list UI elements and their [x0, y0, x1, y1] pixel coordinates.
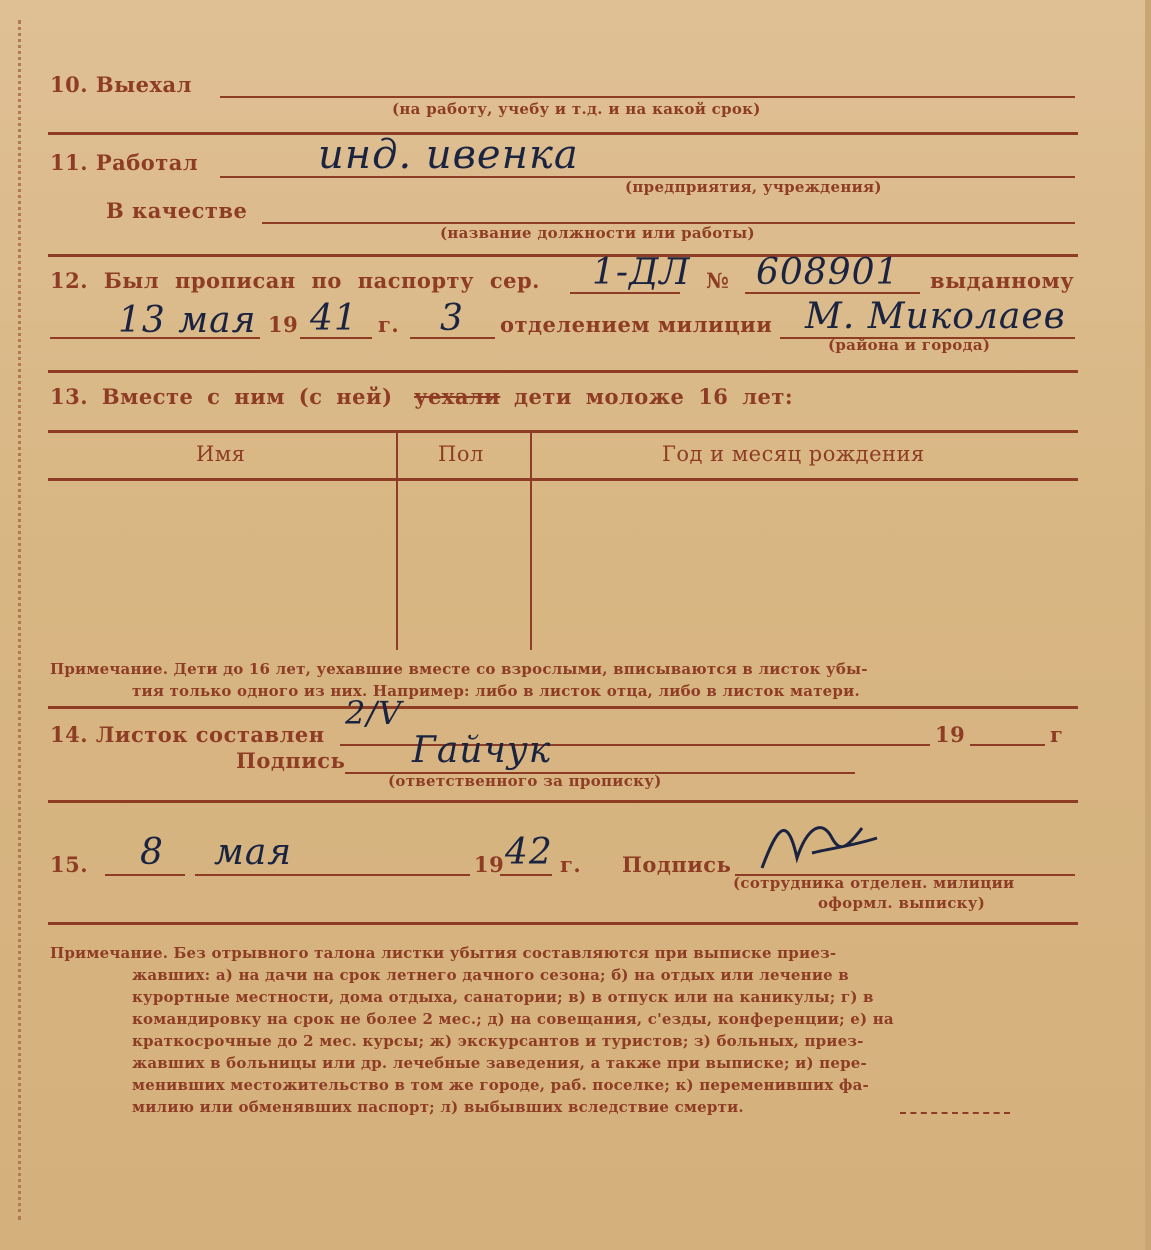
item14-signature: Гайчук: [412, 730, 552, 771]
item13-label-strike: уехали: [414, 384, 501, 409]
table-col-sex: Пол: [438, 442, 484, 466]
item14-g: г: [1050, 722, 1064, 747]
item10-line: [220, 96, 1075, 98]
item13-label-a: 13. Вместе с ним (с ней): [50, 384, 393, 409]
item11-hint-as: (название должности или работы): [440, 224, 755, 242]
item10-label: 10. Выехал: [50, 72, 192, 97]
item12-year: 41: [310, 298, 358, 339]
note2-line-4: командировку на срок не более 2 мес.; д) на совещания, с'езды, конференции; е) на: [132, 1010, 894, 1028]
item14-hint-sign: (ответственного за прописку): [388, 772, 662, 790]
item14-year-line: [970, 744, 1045, 746]
item12-year-line: [300, 337, 372, 339]
item12-label: 12. Был прописан по паспорту сер.: [50, 268, 540, 293]
item15-day-line: [105, 874, 185, 876]
note2-line-3: курортные местности, дома отдыха, санатории; в) в отпуск или на каникулы; г) в: [132, 988, 874, 1006]
item13-label-b: дети моложе 16 лет:: [514, 384, 794, 409]
rule-6: [48, 922, 1078, 925]
note1-line1: Примечание. Дети до 16 лет, уехавшие вместе со взрослыми, вписываются в листок убы-: [50, 660, 868, 678]
note2-line-1: Примечание. Без отрывного талона листки убытия составляются при выписке приез-: [50, 944, 837, 962]
item12-dept-line: [410, 337, 495, 339]
item12-number-line: [745, 292, 920, 294]
note2-line-5: краткосрочные до 2 мес. курсы; ж) экскурсантов и туристов; з) больных, приез-: [132, 1032, 864, 1050]
item10-hint: (на работу, учебу и т.д. и на какой срок): [392, 100, 761, 118]
perforation-line: [18, 20, 21, 1220]
item12-day: 13 мая: [118, 300, 257, 341]
item14-label: 14. Листок составлен: [50, 722, 325, 747]
item15-month-line: [195, 874, 470, 876]
item15-hint1: (сотрудника отделен. милиции: [733, 874, 1015, 892]
item11-handwritten-place: инд. ивенка: [318, 132, 579, 178]
rule-5: [48, 800, 1078, 803]
item15-day: 8: [140, 832, 164, 873]
item15-year-prefix: 19: [474, 852, 505, 877]
item12-g: г.: [378, 312, 400, 337]
item12-year-prefix: 19: [268, 312, 299, 337]
item12-issued: выданному: [930, 268, 1075, 293]
table-col-divider-2: [530, 432, 532, 650]
table-header-rule: [48, 478, 1078, 481]
item12-num-label: №: [706, 268, 730, 293]
item12-series: 1-ДЛ: [592, 252, 691, 293]
table-top-rule: [48, 430, 1078, 433]
table-col-birth: Год и месяц рождения: [662, 442, 925, 466]
item11-label: 11. Работал: [50, 150, 199, 175]
item12-dept: 3: [440, 298, 464, 339]
rule-4: [48, 706, 1078, 709]
item15-month: мая: [214, 832, 293, 873]
item15-year: 42: [505, 832, 553, 873]
item12-city: М. Миколаев: [805, 296, 1066, 337]
item11-as-label: В качестве: [106, 198, 248, 223]
note2-end-line: [900, 1112, 1010, 1114]
paper-edge: [1145, 0, 1151, 1250]
table-col-name: Имя: [196, 442, 246, 466]
note2-line-6: жавших в больницы или др. лечебные заведения, а также при выписке; и) пере-: [132, 1054, 867, 1072]
item12-day-line: [50, 337, 260, 339]
item14-sign-label: Подпись: [236, 748, 346, 773]
note2-line-7: менивших местожительство в том же городе, раб. поселке; к) переменивших фа-: [132, 1076, 869, 1094]
item11-hint-place: (предприятия, учреждения): [625, 178, 882, 196]
item15-g: г.: [560, 852, 582, 877]
rule-3: [48, 370, 1078, 373]
item15-sign-label: Подпись: [622, 852, 732, 877]
item12-number: 608901: [756, 252, 900, 293]
table-col-divider-1: [396, 432, 398, 650]
item15-year-line: [500, 874, 552, 876]
item12-hint-city: (района и города): [828, 336, 991, 354]
item12-dept-label: отделением милиции: [500, 312, 773, 337]
item14-year-prefix: 19: [935, 722, 966, 747]
item15-label: 15.: [50, 852, 89, 877]
note2-line-2: жавших: а) на дачи на срок летнего дачного сезона; б) на отдых или лечение в: [132, 966, 849, 984]
item15-hint2: оформл. выписку): [818, 894, 986, 912]
item12-series-line: [570, 292, 680, 294]
note1-line2: тия только одного из них. Например: либо в листок отца, либо в листок матери.: [132, 682, 860, 700]
rule-2: [48, 254, 1078, 257]
item14-date: 2/V: [345, 694, 403, 732]
note2-line-8: милию или обменявших паспорт; л) выбывших вследствие смерти.: [132, 1098, 744, 1116]
